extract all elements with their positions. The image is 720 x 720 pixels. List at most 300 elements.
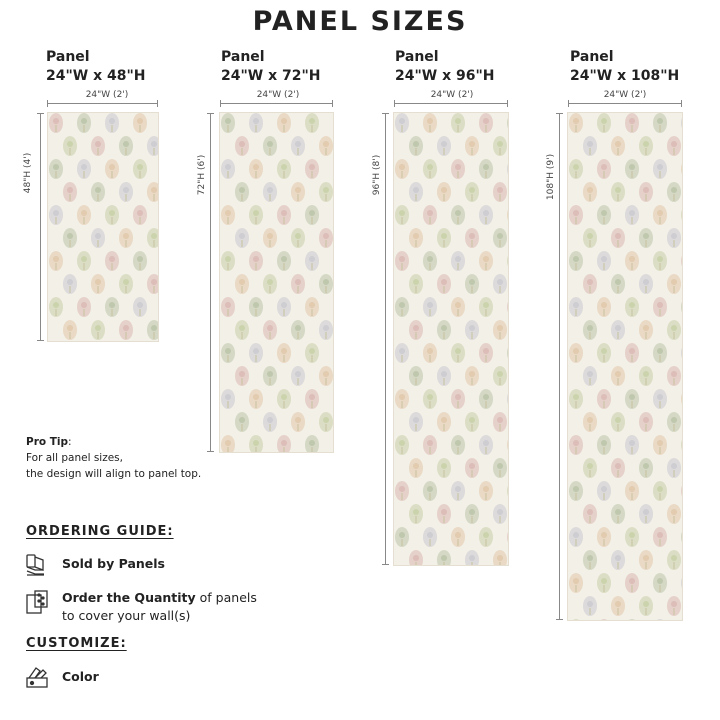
floral-motif	[681, 251, 682, 271]
floral-motif	[653, 481, 667, 501]
floral-motif	[451, 113, 465, 133]
floral-motif	[569, 619, 583, 620]
floral-motif	[277, 343, 291, 363]
floral-motif	[305, 205, 319, 225]
floral-motif	[63, 136, 77, 156]
floral-motif	[625, 619, 639, 620]
floral-motif	[77, 159, 91, 179]
floral-motif	[451, 481, 465, 501]
floral-motif	[569, 435, 583, 455]
floral-motif	[277, 159, 291, 179]
floral-motif	[569, 297, 583, 317]
floral-motif	[133, 251, 147, 271]
floral-motif	[667, 504, 681, 524]
floral-motif	[221, 435, 235, 452]
floral-motif	[625, 343, 639, 363]
floral-motif	[437, 274, 451, 294]
panel-3-size: 24"W x 96"H	[395, 68, 495, 84]
floral-motif	[507, 297, 508, 317]
floral-motif	[569, 527, 583, 547]
floral-motif	[569, 573, 583, 593]
order-quantity-bold: Order the Quantity	[62, 590, 196, 605]
floral-motif	[319, 320, 333, 340]
panel-3-height-label: 96"H (8')	[372, 154, 382, 196]
floral-motif	[639, 182, 653, 202]
floral-motif	[583, 182, 597, 202]
ordering-guide-heading: ORDERING GUIDE:	[26, 524, 174, 539]
floral-motif	[133, 159, 147, 179]
floral-motif	[639, 412, 653, 432]
panel-1-heading	[46, 48, 146, 86]
floral-motif	[235, 182, 249, 202]
floral-motif	[423, 527, 437, 547]
floral-motif	[597, 159, 611, 179]
panel-4-width-label: 24"W (2')	[603, 90, 647, 100]
floral-motif	[583, 228, 597, 248]
floral-motif	[625, 113, 639, 133]
floral-motif	[667, 320, 681, 340]
floral-motif	[597, 619, 611, 620]
panel-3-width-label: 24"W (2')	[430, 90, 474, 100]
floral-motif	[611, 228, 625, 248]
floral-motif	[437, 320, 451, 340]
floral-motif	[681, 481, 682, 501]
floral-motif	[119, 274, 133, 294]
floral-motif	[583, 458, 597, 478]
floral-motif	[235, 412, 249, 432]
floral-motif	[667, 550, 681, 570]
customize-heading: CUSTOMIZE:	[26, 636, 127, 651]
floral-motif	[597, 205, 611, 225]
floral-motif	[653, 159, 667, 179]
floral-motif	[49, 205, 63, 225]
floral-motif	[611, 274, 625, 294]
floral-motif	[263, 136, 277, 156]
panel-2-size: 24"W x 72"H	[221, 68, 321, 84]
order-quantity-row	[24, 589, 257, 625]
floral-motif	[291, 412, 305, 432]
floral-motif	[221, 343, 235, 363]
floral-motif	[277, 297, 291, 317]
floral-motif	[423, 481, 437, 501]
sold-by-panels-text: Sold by Panels	[62, 556, 165, 571]
floral-motif	[569, 205, 583, 225]
floral-motif	[147, 182, 158, 202]
floral-motif	[583, 274, 597, 294]
floral-motif	[507, 481, 508, 501]
floral-motif	[479, 527, 493, 547]
floral-motif	[639, 550, 653, 570]
panel-4-preview	[568, 113, 682, 620]
floral-motif	[423, 113, 437, 133]
floral-motif	[583, 412, 597, 432]
floral-motif	[653, 251, 667, 271]
floral-motif	[395, 297, 409, 317]
floral-motif	[49, 251, 63, 271]
floral-motif	[91, 320, 105, 340]
floral-motif	[105, 159, 119, 179]
floral-motif	[507, 435, 508, 455]
floral-motif	[291, 274, 305, 294]
floral-motif	[221, 297, 235, 317]
floral-motif	[423, 389, 437, 409]
floral-motif	[409, 182, 423, 202]
floral-motif	[611, 458, 625, 478]
panel-4-height-label: 108"H (9')	[546, 153, 556, 201]
floral-motif	[277, 251, 291, 271]
panel-4-heading	[570, 48, 679, 86]
floral-motif	[493, 550, 507, 565]
floral-motif	[493, 182, 507, 202]
floral-motif	[249, 205, 263, 225]
floral-motif	[493, 136, 507, 156]
floral-motif	[423, 435, 437, 455]
floral-motif	[147, 136, 158, 156]
floral-motif	[681, 205, 682, 225]
panel-1-width-line	[47, 103, 158, 104]
floral-motif	[451, 159, 465, 179]
floral-motif	[597, 481, 611, 501]
floral-motif	[395, 481, 409, 501]
floral-motif	[263, 320, 277, 340]
floral-motif	[49, 159, 63, 179]
floral-motif	[597, 343, 611, 363]
panel-1-height-line	[40, 113, 41, 341]
panel-1-label: Panel	[46, 49, 90, 65]
floral-motif	[465, 228, 479, 248]
floral-motif	[305, 159, 319, 179]
floral-motif	[77, 113, 91, 133]
floral-motif	[465, 182, 479, 202]
floral-motif	[583, 550, 597, 570]
floral-motif	[249, 251, 263, 271]
floral-motif	[625, 527, 639, 547]
floral-motif	[437, 458, 451, 478]
floral-motif	[277, 205, 291, 225]
page-title: PANEL SIZES	[252, 6, 468, 37]
floral-motif	[507, 251, 508, 271]
floral-motif	[569, 481, 583, 501]
floral-motif	[133, 113, 147, 133]
floral-motif	[493, 366, 507, 386]
floral-motif	[437, 550, 451, 565]
floral-motif	[409, 228, 423, 248]
floral-motif	[611, 366, 625, 386]
floral-motif	[667, 596, 681, 616]
floral-motif	[479, 297, 493, 317]
floral-motif	[291, 136, 305, 156]
floral-motif	[305, 435, 319, 452]
panel-4-width-line	[568, 103, 682, 104]
floral-motif	[451, 435, 465, 455]
floral-motif	[597, 573, 611, 593]
floral-motif	[597, 435, 611, 455]
panel-3-heading	[395, 48, 495, 86]
floral-motif	[63, 320, 77, 340]
floral-motif	[653, 113, 667, 133]
floral-motif	[569, 159, 583, 179]
floral-motif	[465, 366, 479, 386]
floral-motif	[681, 435, 682, 455]
floral-motif	[409, 366, 423, 386]
floral-motif	[235, 366, 249, 386]
floral-motif	[465, 136, 479, 156]
floral-motif	[569, 113, 583, 133]
floral-motif	[63, 182, 77, 202]
pro-tip-colon: :	[68, 436, 72, 448]
floral-motif	[583, 366, 597, 386]
floral-motif	[653, 573, 667, 593]
floral-motif	[249, 159, 263, 179]
floral-motif	[479, 435, 493, 455]
wallpaper-roll-icon	[24, 589, 50, 615]
floral-motif	[77, 297, 91, 317]
floral-motif	[437, 366, 451, 386]
panel-3-height-line	[385, 113, 386, 565]
floral-motif	[465, 412, 479, 432]
floral-motif	[409, 412, 423, 432]
floral-motif	[91, 136, 105, 156]
floral-motif	[395, 113, 409, 133]
floral-motif	[221, 251, 235, 271]
floral-motif	[667, 274, 681, 294]
floral-motif	[569, 251, 583, 271]
floral-motif	[507, 159, 508, 179]
floral-motif	[423, 205, 437, 225]
floral-motif	[105, 113, 119, 133]
panel-1-size: 24"W x 48"H	[46, 68, 146, 84]
floral-motif	[63, 274, 77, 294]
floral-motif	[277, 113, 291, 133]
floral-motif	[395, 205, 409, 225]
floral-motif	[479, 389, 493, 409]
floral-motif	[465, 550, 479, 565]
floral-motif	[291, 366, 305, 386]
floral-motif	[235, 274, 249, 294]
floral-motif	[625, 573, 639, 593]
floral-motif	[611, 550, 625, 570]
panel-4-size: 24"W x 108"H	[570, 68, 680, 84]
floral-motif	[479, 481, 493, 501]
floral-motif	[395, 343, 409, 363]
floral-motif	[681, 619, 682, 620]
floral-motif	[263, 228, 277, 248]
floral-motif	[625, 297, 639, 317]
floral-motif	[597, 297, 611, 317]
floral-motif	[451, 205, 465, 225]
floral-motif	[105, 205, 119, 225]
floral-motif	[49, 297, 63, 317]
floral-motif	[681, 389, 682, 409]
floral-motif	[507, 343, 508, 363]
floral-motif	[451, 297, 465, 317]
floral-motif	[437, 136, 451, 156]
panel-1-height-label: 48"H (4')	[23, 152, 33, 194]
floral-motif	[611, 320, 625, 340]
floral-motif	[221, 159, 235, 179]
floral-motif	[221, 113, 235, 133]
floral-motif	[235, 228, 249, 248]
floral-motif	[639, 596, 653, 616]
floral-motif	[77, 205, 91, 225]
floral-motif	[667, 182, 681, 202]
floral-motif	[91, 274, 105, 294]
floral-motif	[583, 136, 597, 156]
floral-motif	[507, 113, 508, 133]
floral-motif	[221, 389, 235, 409]
panel-2-height-label: 72"H (6')	[197, 154, 207, 196]
floral-motif	[221, 205, 235, 225]
pro-tip	[26, 434, 201, 482]
floral-motif	[423, 251, 437, 271]
floral-motif	[639, 458, 653, 478]
floral-motif	[625, 435, 639, 455]
floral-motif	[597, 389, 611, 409]
floral-motif	[597, 527, 611, 547]
floral-motif	[451, 527, 465, 547]
floral-motif	[653, 619, 667, 620]
floral-motif	[639, 504, 653, 524]
pro-tip-label: Pro Tip	[26, 436, 69, 448]
panel-2-preview	[220, 113, 333, 452]
floral-motif	[263, 412, 277, 432]
floral-motif	[667, 366, 681, 386]
floral-motif	[319, 412, 333, 432]
floral-motif	[291, 228, 305, 248]
floral-motif	[479, 159, 493, 179]
color-row	[24, 664, 99, 690]
floral-motif	[277, 389, 291, 409]
floral-motif	[395, 251, 409, 271]
floral-motif	[119, 228, 133, 248]
floral-motif	[611, 412, 625, 432]
floral-motif	[507, 389, 508, 409]
panel-2-height-line	[210, 113, 211, 452]
floral-motif	[465, 320, 479, 340]
floral-motif	[409, 136, 423, 156]
floral-motif	[423, 159, 437, 179]
floral-motif	[667, 228, 681, 248]
panel-1-width-label: 24"W (2')	[85, 90, 129, 100]
floral-motif	[147, 274, 158, 294]
floral-motif	[493, 228, 507, 248]
floral-motif	[625, 205, 639, 225]
panel-3-width-line	[394, 103, 508, 104]
floral-motif	[479, 251, 493, 271]
floral-motif	[105, 251, 119, 271]
floral-motif	[493, 504, 507, 524]
pro-tip-line-2: the design will align to panel top.	[26, 468, 202, 480]
floral-motif	[653, 297, 667, 317]
floral-motif	[653, 205, 667, 225]
floral-motif	[395, 389, 409, 409]
floral-motif	[437, 504, 451, 524]
floral-motif	[681, 113, 682, 133]
floral-motif	[611, 136, 625, 156]
floral-motif	[667, 412, 681, 432]
floral-motif	[611, 596, 625, 616]
floral-motif	[235, 136, 249, 156]
color-swatch-icon	[24, 664, 50, 690]
order-quantity-rest: of panels	[195, 590, 257, 605]
floral-motif	[119, 320, 133, 340]
floral-motif	[493, 412, 507, 432]
panel-2-heading	[221, 48, 321, 86]
floral-motif	[77, 251, 91, 271]
floral-motif	[305, 343, 319, 363]
floral-motif	[305, 297, 319, 317]
floral-motif	[319, 366, 333, 386]
floral-motif	[319, 228, 333, 248]
floral-motif	[319, 274, 333, 294]
color-text: Color	[62, 669, 99, 684]
floral-motif	[305, 251, 319, 271]
floral-motif	[409, 458, 423, 478]
panels-stack-icon	[24, 552, 50, 578]
floral-motif	[147, 228, 158, 248]
floral-motif	[625, 159, 639, 179]
floral-motif	[667, 458, 681, 478]
panel-2-width-label: 24"W (2')	[256, 90, 300, 100]
floral-motif	[305, 113, 319, 133]
panel-4-height-line	[559, 113, 560, 620]
panel-1-preview	[48, 113, 158, 341]
floral-motif	[569, 389, 583, 409]
floral-motif	[653, 435, 667, 455]
floral-motif	[263, 274, 277, 294]
floral-motif	[507, 205, 508, 225]
floral-motif	[437, 228, 451, 248]
floral-motif	[409, 550, 423, 565]
floral-motif	[409, 504, 423, 524]
floral-motif	[319, 136, 333, 156]
floral-motif	[493, 458, 507, 478]
floral-motif	[625, 389, 639, 409]
floral-motif	[611, 504, 625, 524]
floral-motif	[395, 527, 409, 547]
floral-motif	[423, 297, 437, 317]
floral-motif	[63, 228, 77, 248]
panel-2-width-line	[220, 103, 333, 104]
floral-motif	[263, 182, 277, 202]
floral-motif	[465, 504, 479, 524]
floral-motif	[493, 320, 507, 340]
floral-motif	[583, 596, 597, 616]
floral-motif	[133, 297, 147, 317]
floral-motif	[569, 343, 583, 363]
floral-motif	[479, 205, 493, 225]
floral-motif	[249, 389, 263, 409]
floral-motif	[105, 297, 119, 317]
floral-motif	[653, 343, 667, 363]
floral-motif	[681, 297, 682, 317]
floral-motif	[235, 320, 249, 340]
floral-motif	[451, 343, 465, 363]
floral-motif	[319, 182, 333, 202]
floral-motif	[119, 182, 133, 202]
floral-motif	[653, 527, 667, 547]
floral-motif	[249, 297, 263, 317]
floral-motif	[451, 251, 465, 271]
floral-motif	[249, 435, 263, 452]
floral-motif	[681, 527, 682, 547]
floral-motif	[639, 274, 653, 294]
pro-tip-line-1: For all panel sizes,	[26, 452, 123, 464]
floral-motif	[91, 182, 105, 202]
panel-3-label: Panel	[395, 49, 439, 65]
floral-motif	[681, 343, 682, 363]
floral-motif	[639, 228, 653, 248]
